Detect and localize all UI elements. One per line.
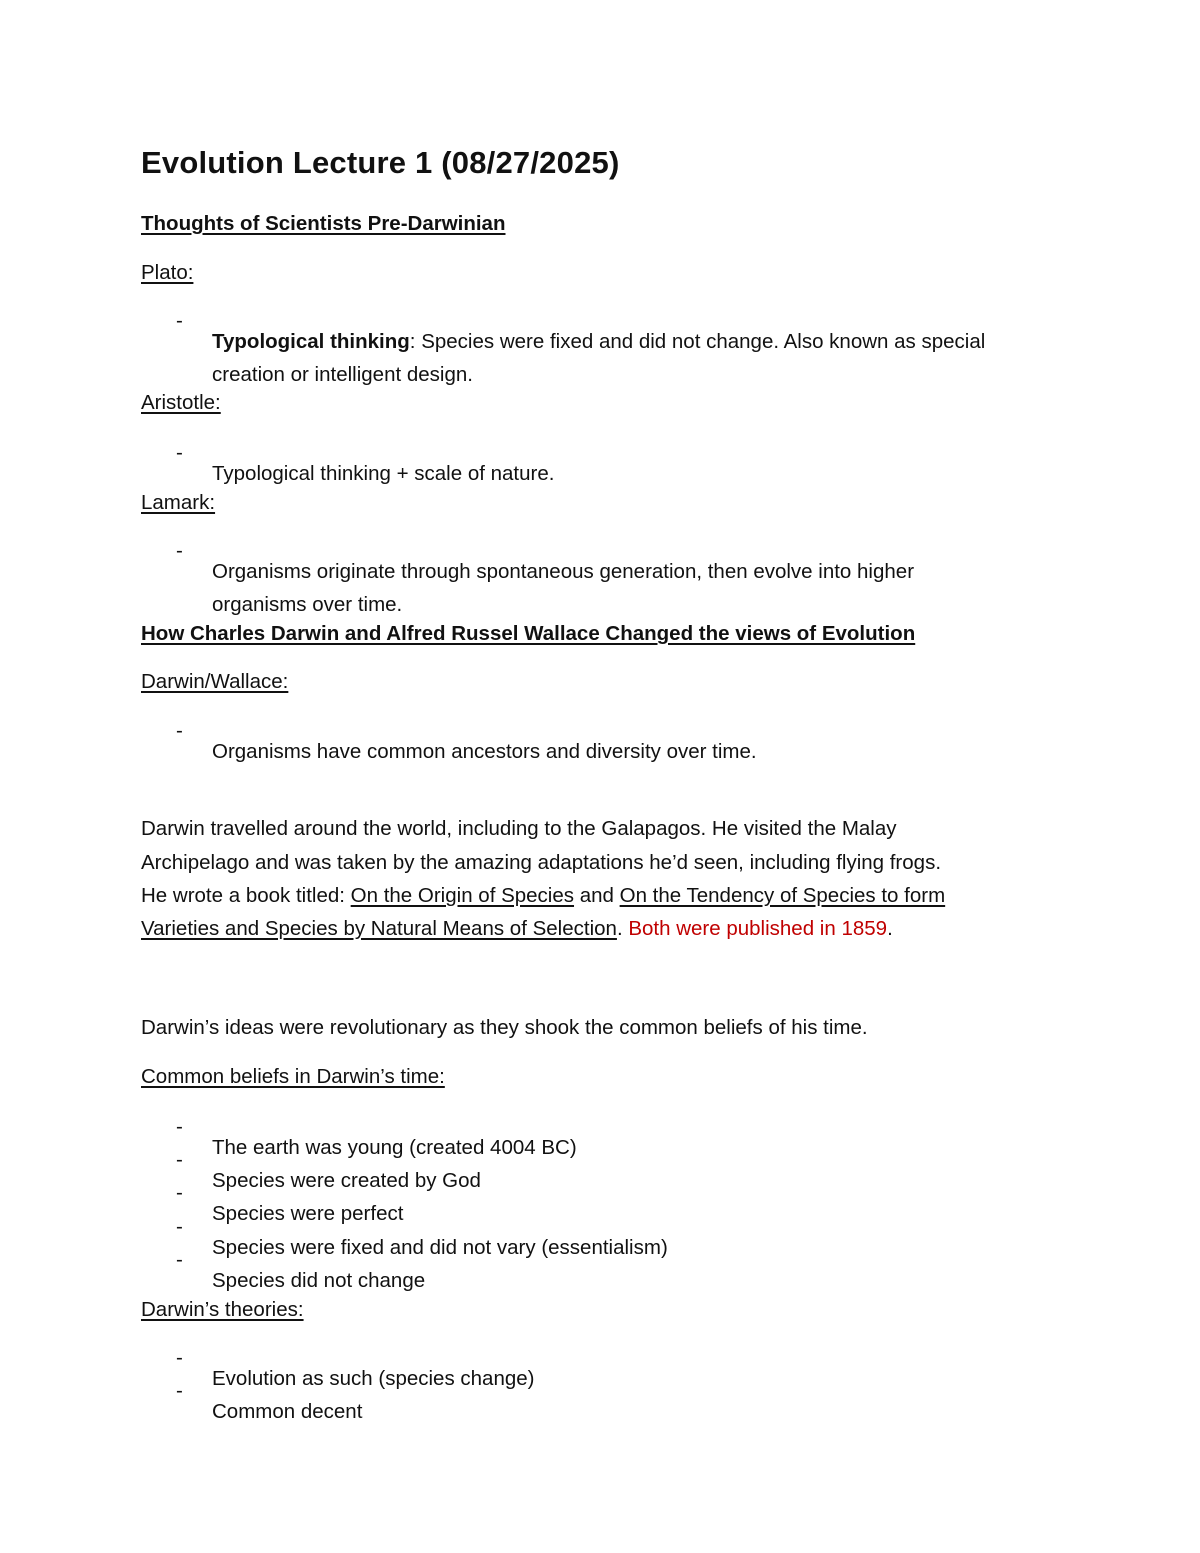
travel-para-text: . — [887, 917, 893, 940]
plato-term: Typological thinking — [212, 329, 410, 353]
travel-para-line4 — [141, 912, 893, 946]
bullet-dash: - — [176, 1148, 183, 1171]
section-heading-pre-darwinian: Thoughts of Scientists Pre-Darwinian — [141, 212, 506, 235]
travel-para-text: He wrote a book titled: — [141, 884, 351, 907]
theories-label: Darwin’s theories: — [141, 1298, 304, 1321]
travel-para-text: and — [574, 884, 620, 907]
published-note: Both were published in 1859 — [628, 917, 888, 940]
list-item: Common decent — [212, 1399, 363, 1423]
list-item: Species did not change — [212, 1268, 426, 1292]
travel-para-line1: Darwin travelled around the world, including to the Galapagos. He visited the Malay — [141, 817, 897, 840]
list-item: Evolution as such (species change) — [212, 1366, 535, 1390]
bullet-dash: - — [176, 1379, 183, 1402]
bullet-dash: - — [176, 719, 183, 742]
travel-para-line2: Archipelago and was taken by the amazing adaptations he’d seen, including flying frogs. — [141, 851, 942, 874]
section-heading-darwin-wallace: How Charles Darwin and Alfred Russel Wallace Changed the views of Evolution — [141, 622, 916, 645]
book-title-origin: On the Origin of Species — [350, 884, 575, 907]
bullet-dash: - — [176, 539, 183, 562]
bullet-dash: - — [176, 1346, 183, 1369]
revolution-para: Darwin’s ideas were revolutionary as they shook the common beliefs of his time. — [141, 1016, 868, 1039]
darwin-wallace-bullet: Organisms have common ancestors and diversity over time. — [212, 739, 757, 763]
travel-para-line3 — [141, 879, 945, 913]
lamark-label: Lamark: — [141, 491, 216, 514]
plato-bullet-line1 — [212, 325, 985, 359]
bullet-dash: - — [176, 309, 183, 332]
lamark-bullet-line1: Organisms originate through spontaneous generation, then evolve into higher — [212, 559, 915, 583]
list-item: The earth was young (created 4004 BC) — [212, 1135, 577, 1159]
book-title-tendency-cont: Varieties and Species by Natural Means of Selection — [141, 917, 617, 940]
list-item: Species were perfect — [212, 1201, 404, 1225]
list-item: Species were created by God — [212, 1168, 481, 1192]
aristotle-label: Aristotle: — [141, 391, 221, 414]
darwin-wallace-label: Darwin/Wallace: — [141, 670, 289, 693]
plato-bullet-line2: creation or intelligent design. — [212, 362, 473, 386]
plato-label: Plato: — [141, 261, 194, 284]
page-title: Evolution Lecture 1 (08/27/2025) — [141, 145, 620, 180]
bullet-dash: - — [176, 441, 183, 464]
book-title-tendency: On the Tendency of Species to form — [619, 884, 946, 907]
aristotle-bullet: Typological thinking + scale of nature. — [212, 461, 555, 485]
list-item: Species were fixed and did not vary (essentialism) — [212, 1235, 668, 1259]
travel-para-text: . — [616, 917, 629, 940]
lamark-bullet-line2: organisms over time. — [212, 592, 403, 616]
bullet-dash: - — [176, 1215, 183, 1238]
bullet-dash: - — [176, 1115, 183, 1138]
common-beliefs-label: Common beliefs in Darwin’s time: — [141, 1065, 445, 1088]
bullet-dash: - — [176, 1181, 183, 1204]
bullet-dash: - — [176, 1248, 183, 1271]
plato-definition: : Species were fixed and did not change. Also known as special — [409, 329, 986, 353]
